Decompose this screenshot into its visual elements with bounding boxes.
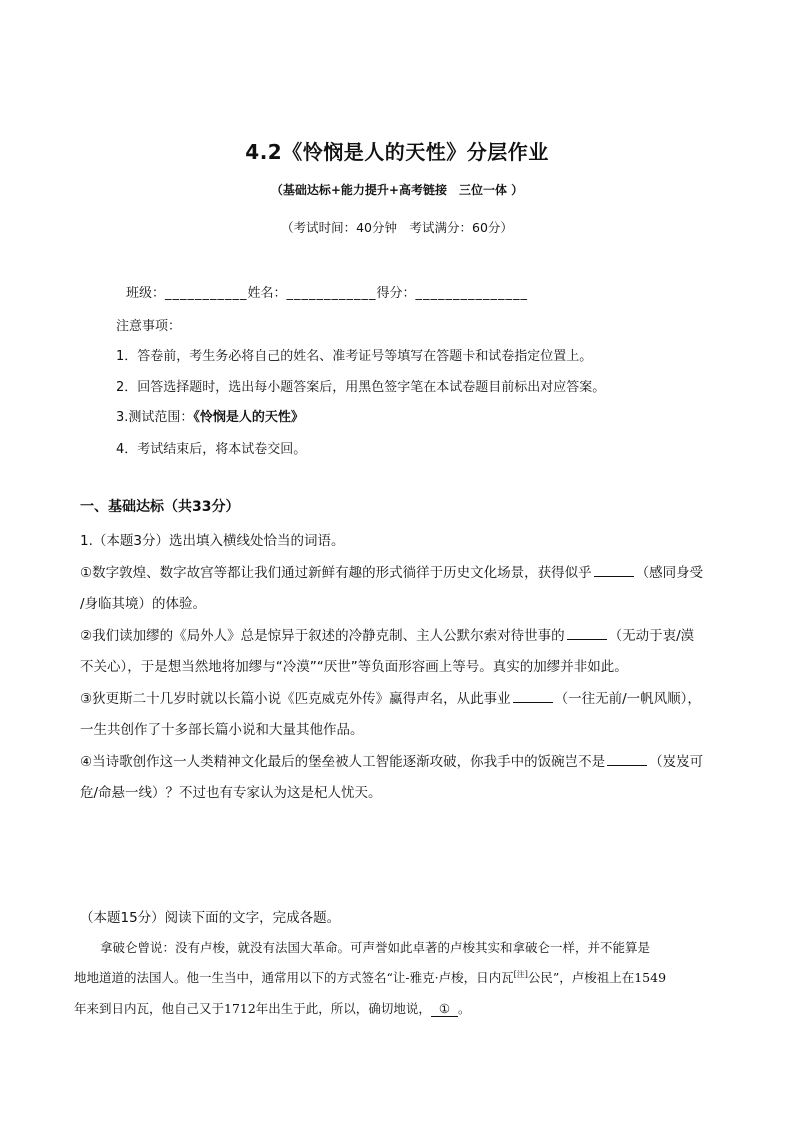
sentence-text: ④当诗歌创作这一人类精神文化最后的堡垒被人工智能逐渐攻破，你我手中的饭碗岂不是 <box>80 754 606 770</box>
passage-line-2 <box>74 968 666 986</box>
name-blank[interactable]: ____________ <box>286 286 377 301</box>
answer-blank[interactable] <box>513 688 553 703</box>
q1-sentence-1-cont: /身临其境）的体验。 <box>80 596 207 612</box>
section-heading: 一、基础达标（共33分） <box>80 499 240 515</box>
passage-text: 。 <box>458 1001 471 1016</box>
answer-blank[interactable] <box>594 562 634 577</box>
sentence-options: （岌岌可 <box>649 754 704 770</box>
score-label: 得分： <box>376 286 416 301</box>
passage-text: 地地道道的法国人。他一生当中，通常用以下的方式签名“让-雅克·卢梭，日内瓦 <box>74 970 514 985</box>
notice-item-4: 4．考试结束后，将本试卷交回。 <box>116 442 307 457</box>
passage-line-3 <box>74 999 471 1017</box>
answer-blank[interactable] <box>607 751 647 766</box>
class-blank[interactable]: ___________ <box>165 286 248 301</box>
q1-sentence-3 <box>80 687 701 707</box>
sentence-options: （无动于衷/漠 <box>608 628 695 644</box>
answer-blank-1[interactable]: ① <box>431 1001 458 1017</box>
sentence-options: （一往无前/一帆风顺）， <box>554 691 701 707</box>
passage-text: 年来到日内瓦，他自己又于1712年出生于此，所以，确切地说， <box>74 1001 431 1016</box>
sentence-options: （感同身受 <box>635 565 704 581</box>
notice-item-3-scope: 《怜悯是人的天性》 <box>193 410 304 425</box>
passage-line-1: 拿破仑曾说：没有卢梭，就没有法国大革命。可声誉如此卓著的卢梭其实和拿破仑一样，并不能算是 <box>100 940 651 955</box>
notice-item-3 <box>116 406 304 425</box>
notice-item-1: 1．答卷前，考生务必将自己的姓名、准考证号等填写在答题卡和试卷指定位置上。 <box>116 349 593 364</box>
name-label: 姓名： <box>247 286 287 301</box>
notice-item-2: 2．回答选择题时，选出每小题答案后，用黑色签字笔在本试卷题目前标出对应答案。 <box>116 380 606 395</box>
q1-intro: 1.（本题3分）选出填入横线处恰当的词语。 <box>80 533 345 549</box>
notice-item-3-prefix: 3.测试范围： <box>116 410 194 425</box>
score-blank[interactable]: _______________ <box>415 286 529 301</box>
footnote-marker: [注] <box>513 969 528 979</box>
answer-blank[interactable] <box>567 625 607 640</box>
student-info-fields <box>126 282 528 301</box>
q1-sentence-2-cont: 不关心），于是想当然地将加缪与“冷漠”“厌世”等负面形容画上等号。真实的加缪并非如此。 <box>80 659 628 675</box>
q1-sentence-2 <box>80 624 694 644</box>
passage-text: 公民”，卢梭祖上在1549 <box>527 970 667 985</box>
q1-sentence-4 <box>80 750 703 770</box>
sentence-text: ①数字敦煌、数字故宫等都让我们通过新鲜有趣的形式徜徉于历史文化场景，获得似乎 <box>80 565 592 581</box>
q1-sentence-1 <box>80 561 703 581</box>
q2-intro: （本题15分）阅读下面的文字，完成各题。 <box>80 910 341 926</box>
q1-sentence-3-cont: 一生共创作了十多部长篇小说和大量其他作品。 <box>80 722 364 738</box>
sentence-text: ③狄更斯二十几岁时就以长篇小说《匹克威克外传》赢得声名，从此事业 <box>80 691 511 707</box>
q1-sentence-4-cont: 危/命悬一线）？不过也有专家认为这是杞人忧天。 <box>80 785 382 801</box>
notice-heading: 注意事项： <box>116 319 182 334</box>
sentence-text: ②我们读加缪的《局外人》总是惊异于叙述的冷静克制、主人公默尔索对待世事的 <box>80 628 565 644</box>
page-subtitle: （基础达标+能力提升+高考链接 三位一体 ） <box>270 183 524 197</box>
page-title: 4.2《怜悯是人的天性》分层作业 <box>245 140 549 164</box>
class-label: 班级： <box>126 286 166 301</box>
exam-info: （考试时间：40分钟 考试满分：60分） <box>281 220 513 235</box>
